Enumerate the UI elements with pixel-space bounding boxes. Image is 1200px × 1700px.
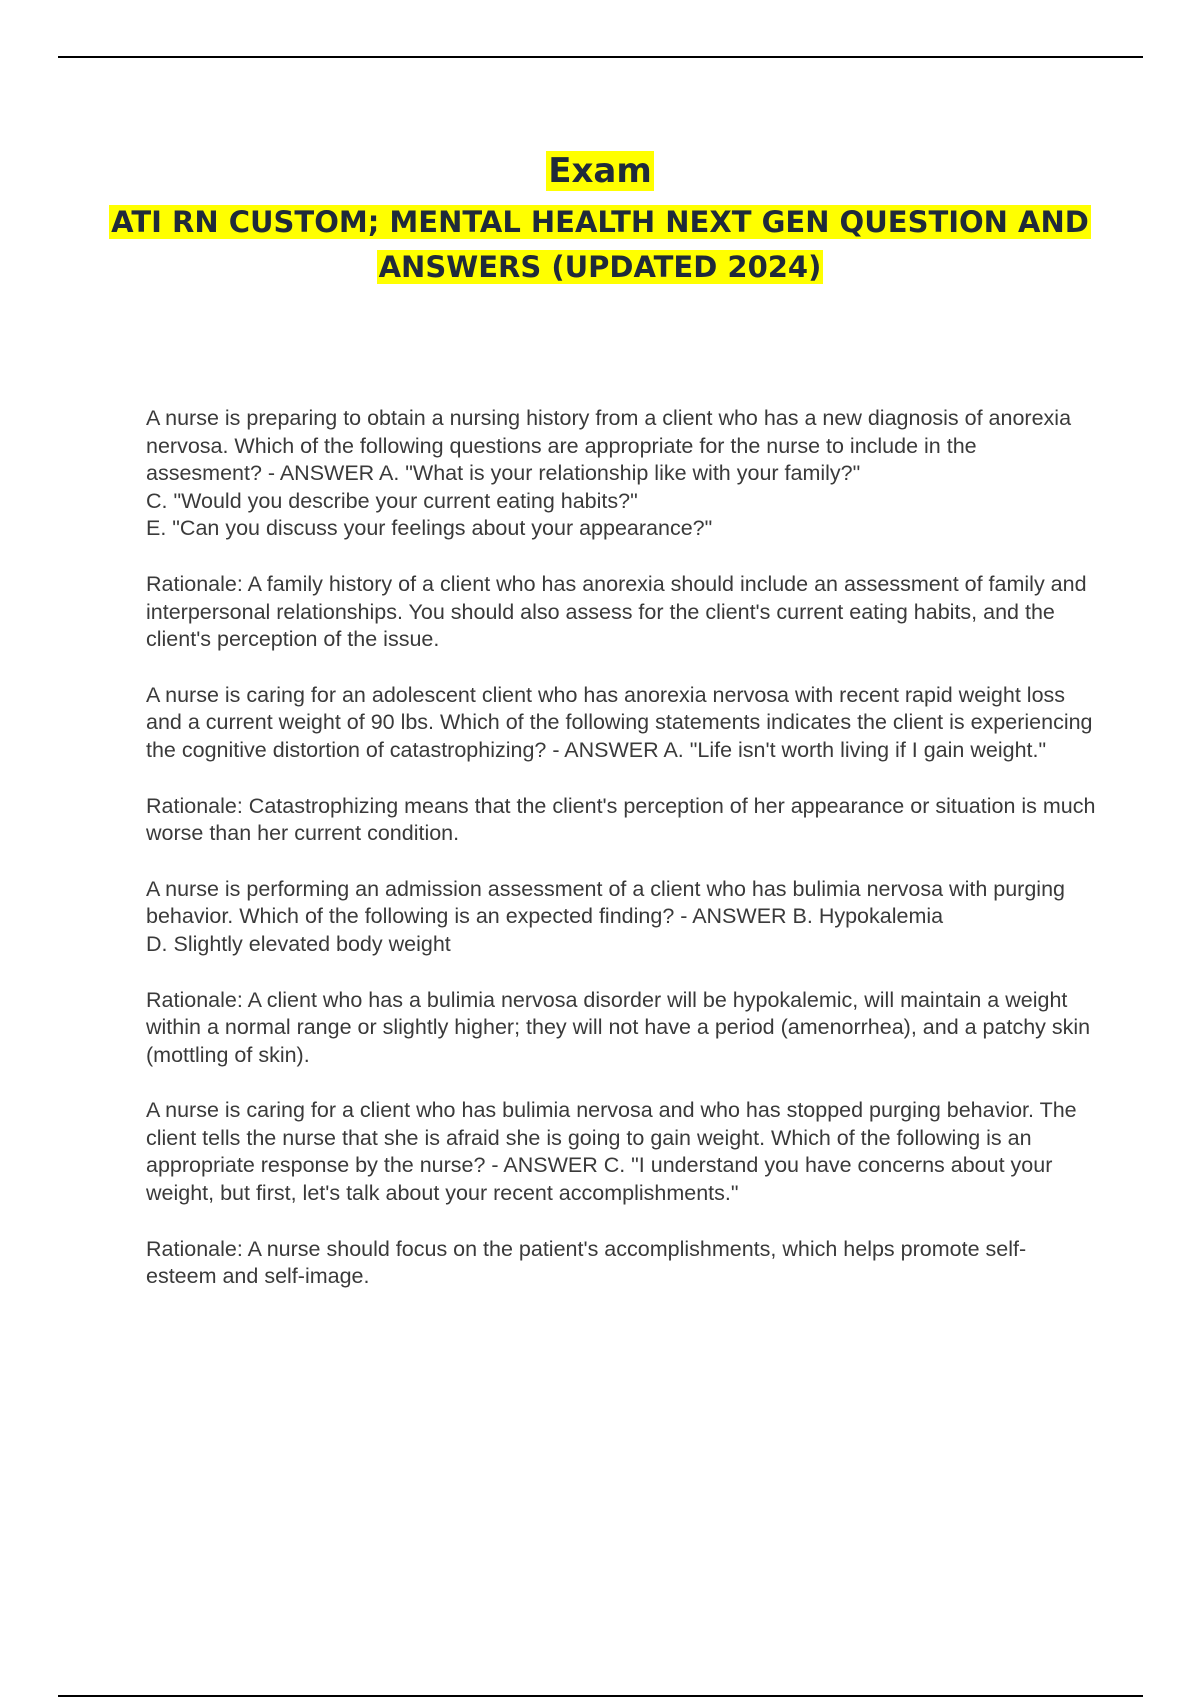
- qa-item: [146, 405, 1096, 543]
- rationale-text: Rationale: A client who has a bulimia nervosa disorder will be hypokalemic, will maintain a weight within a normal range or slightly higher; they will not have a period (amenorrhea), and a patchy skin (mottling of skin).: [146, 987, 1091, 1067]
- rationale-item: [146, 793, 1096, 848]
- document-header: [100, 146, 1100, 290]
- rationale-text: Rationale: A nurse should focus on the patient's accomplishments, which helps promote self-esteem and self-image.: [146, 1236, 1027, 1289]
- rationale-item: [146, 1236, 1096, 1291]
- qa-item: [146, 682, 1096, 765]
- rationale-item: [146, 571, 1096, 654]
- document-title-text: ATI RN CUSTOM; MENTAL HEALTH NEXT GEN QUESTION AND ANSWERS (UPDATED 2024): [111, 205, 1089, 284]
- rationale-text: Rationale: A family history of a client who has anorexia should include an assessment of family and interpersonal relationships. You should also assess for the client's current eating habits, and the client's perception of the issue.: [146, 571, 1087, 652]
- question-text: A nurse is performing an admission assessment of a client who has bulimia nervosa with purging behavior. Which of the following is an expected finding? - ANSWER B. Hypokalemia D. Slightly elevated body weight: [146, 876, 1065, 956]
- document-title: [100, 200, 1100, 290]
- rationale-text: Rationale: Catastrophizing means that the client's perception of her appearance or situation is much worse than her current condition.: [146, 793, 1096, 846]
- top-rule: [58, 56, 1143, 58]
- question-text: A nurse is caring for a client who has bulimia nervosa and who has stopped purging behavior. The client tells the nurse that she is afraid she is going to gain weight. Which of the following is an appropriate response by the nurse? - ANSWER C. "I understand you have concerns about your weight, but first, let's talk about your recent accomplishments.": [146, 1098, 1077, 1206]
- exam-label: [100, 146, 1100, 196]
- exam-label-text: Exam: [548, 151, 652, 191]
- rationale-item: [146, 987, 1096, 1070]
- question-text: A nurse is caring for an adolescent client who has anorexia nervosa with recent rapid weight loss and a current weight of 90 lbs. Which of the following statements indicates the client is experiencing the cognitive distortion of catastrophizing? - ANSWER A. "Life isn't worth living if I gain weight.": [146, 682, 1093, 762]
- qa-item: [146, 876, 1096, 959]
- question-text: A nurse is preparing to obtain a nursing history from a client who has a new diagnosis of anorexia nervosa. Which of the following questions are appropriate for the nurse to include in the assesment? - ANSWER A. "What is your relationship like with your family?" C. "Would you describe your current eating habits?" E. "Can you discuss your feelings about your appearance?": [146, 406, 1072, 541]
- qa-content: [146, 405, 1096, 1319]
- bottom-rule: [58, 1695, 1143, 1697]
- qa-item: [146, 1097, 1096, 1207]
